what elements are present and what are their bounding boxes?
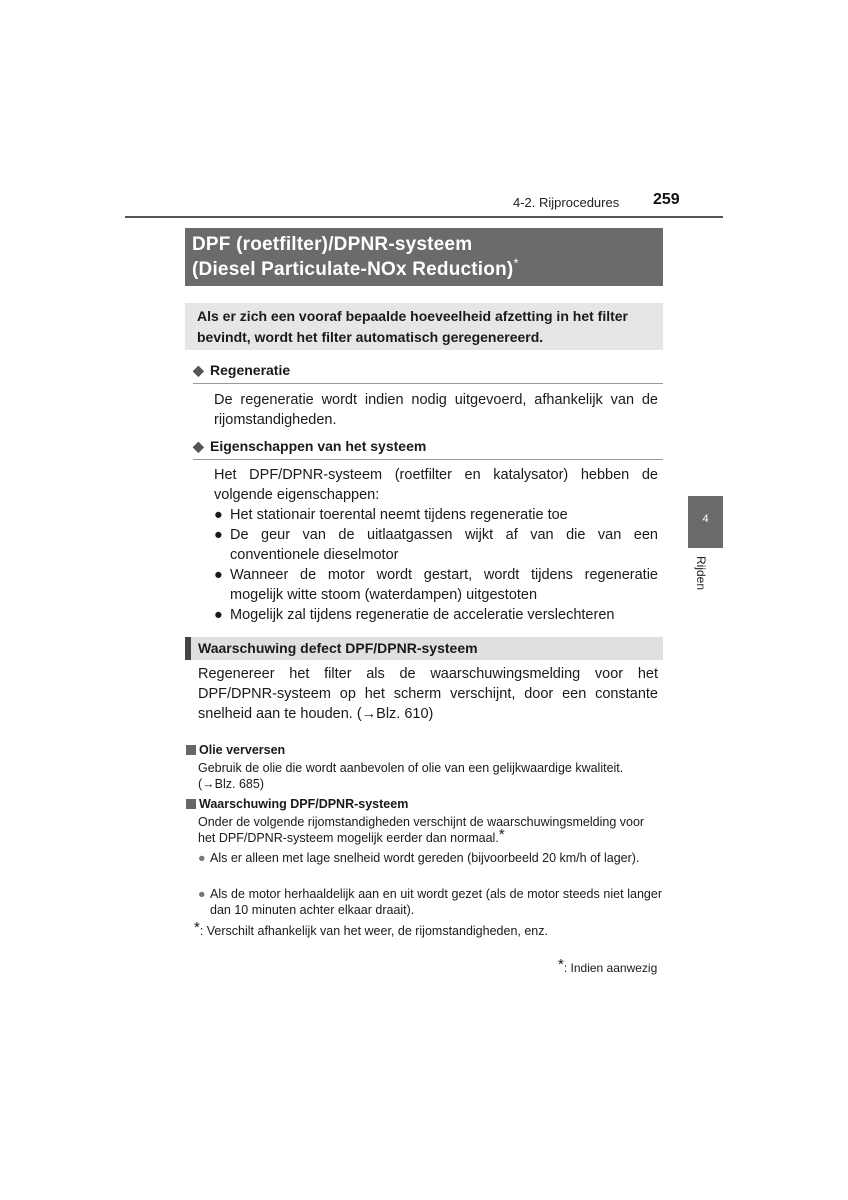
list-item-text: De geur van de uitlaatgassen wijkt af van die van een conventionele dieselmotor [230,527,658,563]
list-item [214,505,658,525]
footnote-asterisk: * [194,919,200,936]
list-item-text: Als er alleen met lage snelheid wordt gereden (bijvoorbeeld 20 km/h of lager). [210,851,640,865]
list-item [198,850,662,866]
list-item-text: Het stationair toerental neemt tijdens regeneratie toe [230,507,568,523]
eigenschappen-paragraph: Het DPF/DPNR-systeem (roetfilter en katalysator) hebben de volgende eigenschappen: [214,467,658,503]
page-title-line-2 [192,257,663,282]
availability-text: : Indien aanwezig [563,961,658,975]
bullet-dot-icon: ● [198,851,206,865]
intro-box: Als er zich een vooraf bepaalde hoeveelheid afzetting in het filter bevindt, wordt het filter automatisch geregenereerd. [185,303,663,350]
note-warning-asterisk: * [498,826,505,843]
list-item-text: Mogelijk zal tijdens regeneratie de acceleratie verslechteren [230,607,615,623]
list-item [214,525,658,565]
note-heading-oil-text: Olie verversen [199,743,286,757]
list-item-text: Als de motor herhaaldelijk aan en uit wordt gezet (als de motor steeds niet langer dan 10 minuten achter elkaar draait). [210,887,662,917]
bullet-dot-icon: ● [214,567,223,583]
diamond-bullet-icon: ◆ [193,438,204,454]
diamond-bullet-icon: ◆ [193,362,204,378]
chapter-label: Rijden [694,556,708,591]
square-bullet-icon [186,799,196,809]
availability-note [558,956,658,976]
subheading-regeneratie-text: Regeneratie [210,362,291,378]
subheading-eigenschappen-text: Eigenschappen van het systeem [210,438,427,454]
chapter-tab: 4 [688,496,723,548]
warning-heading-box: Waarschuwing defect DPF/DPNR-systeem [185,637,663,660]
list-item-text: Wanneer de motor wordt gestart, wordt tijdens regeneratie mogelijk witte stoom (waterdampen) uitgestoten [230,567,658,603]
list-item [214,605,658,625]
page-title-line-1: DPF (roetfilter)/DPNR-systeem [192,234,473,255]
note-oil-text: Gebruik de olie die wordt aanbevolen of olie van een gelijkwaardige kwaliteit. (→Blz. 685) [198,761,624,791]
header-divider [125,216,723,218]
list-item [214,565,658,605]
page-title-line-2-text: (Diesel Particulate-NOx Reduction) [192,259,514,280]
list-item [198,886,662,918]
square-bullet-icon [186,745,196,755]
bullet-dot-icon: ● [198,887,206,901]
note-warning-text [198,814,660,846]
running-header-section: 4-2. Rijprocedures [513,195,620,210]
note-warning-text-body: Onder de volgende rijomstandigheden verschijnt de waarschuwingsmelding voor het DPF/DPNR-systeem mogelijk eerder dan normaal. [198,815,645,845]
note-heading-warning-text: Waarschuwing DPF/DPNR-systeem [199,797,409,811]
regeneratie-paragraph: De regeneratie wordt indien nodig uitgevoerd, afhankelijk van de rijomstandigheden. [214,392,658,428]
page-number: 259 [653,191,680,208]
bullet-dot-icon: ● [214,507,223,523]
footnote-text: : Verschilt afhankelijk van het weer, de rijomstandigheden, enz. [199,924,548,938]
note-heading-oil [186,742,285,758]
title-asterisk: * [513,255,519,271]
bullet-dot-icon: ● [214,607,223,623]
warning-paragraph: Regenereer het filter als de waarschuwingsmelding voor het DPF/DPNR-systeem op het scherm verschijnt, door een constante snelheid aan te houden. (→Blz. 610) [198,666,658,722]
availability-asterisk: * [558,956,564,973]
footnote [194,919,548,939]
note-heading-warning [186,796,408,812]
subheading-regeneratie [193,362,663,384]
subheading-eigenschappen [193,438,663,460]
page-title-box [185,228,663,286]
bullet-dot-icon: ● [214,527,223,543]
